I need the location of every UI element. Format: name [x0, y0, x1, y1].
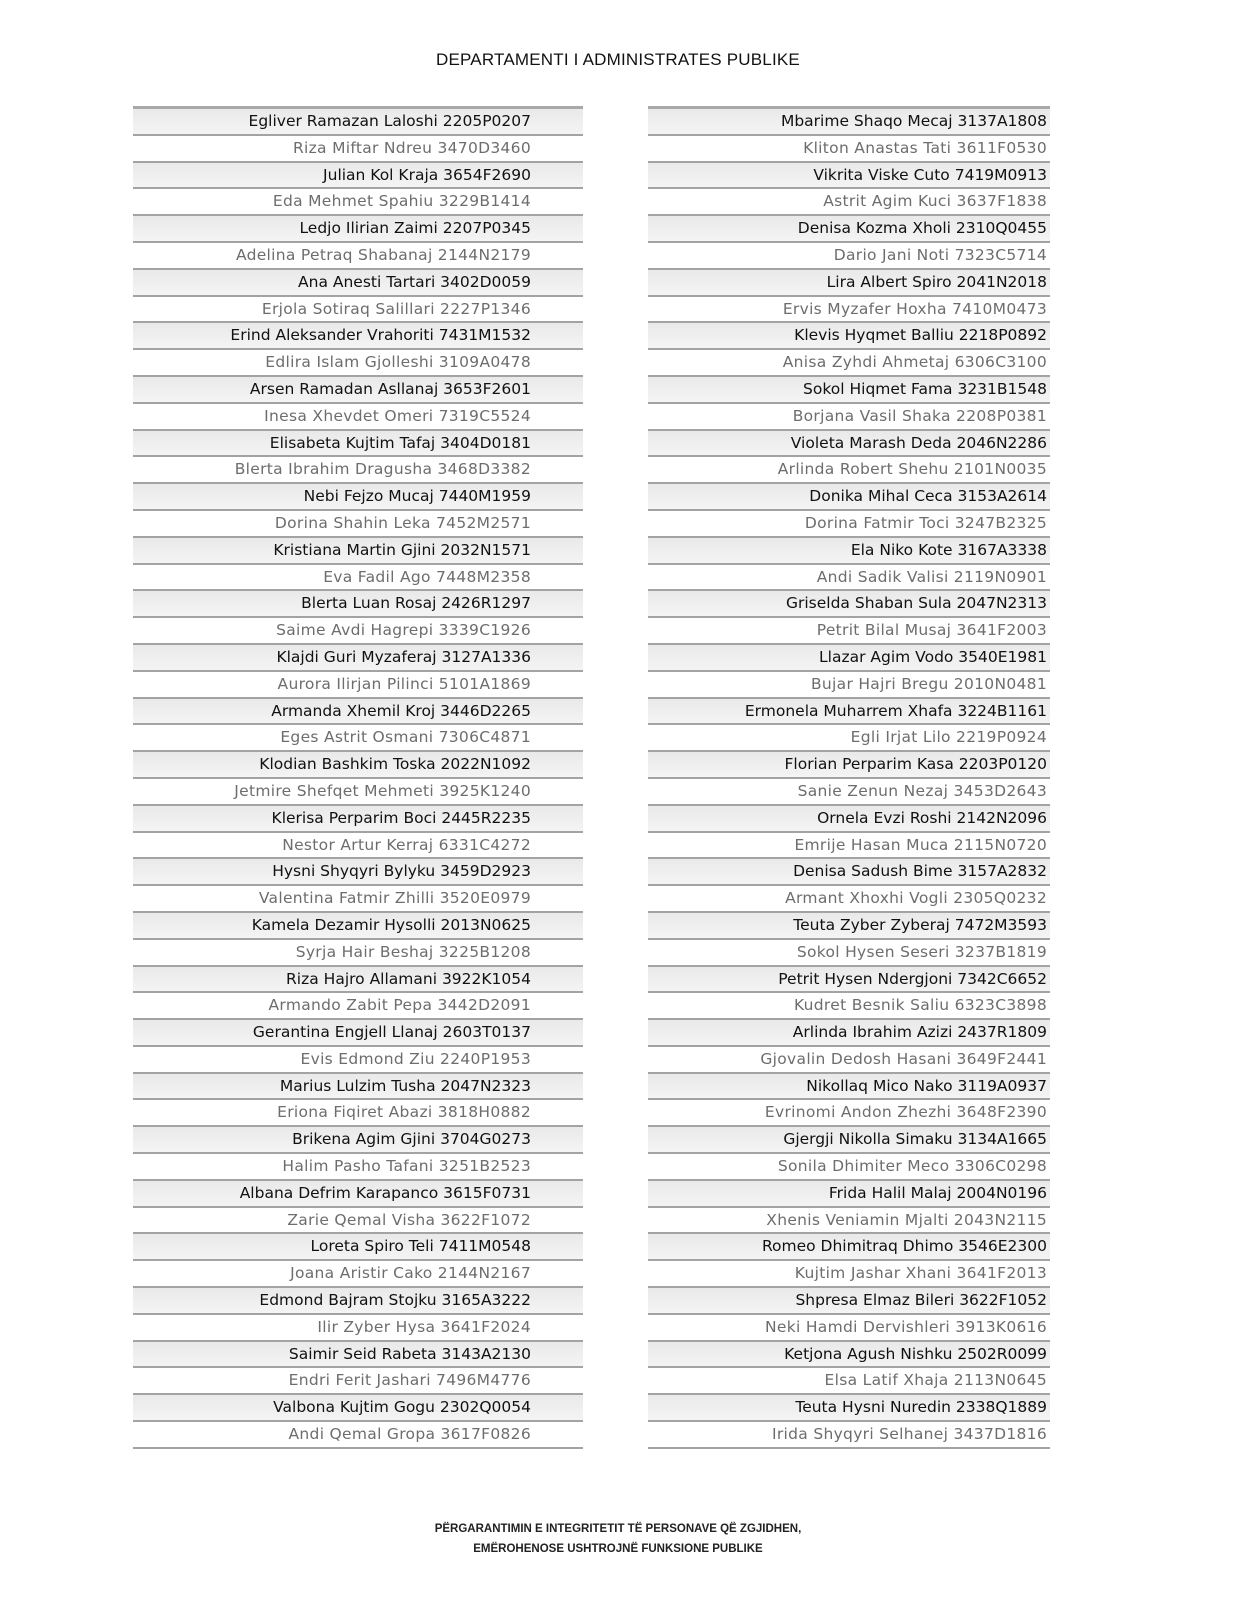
list-item: Inesa Xhevdet Omeri 7319C5524	[133, 404, 583, 431]
list-item: Riza Miftar Ndreu 3470D3460	[133, 136, 583, 163]
list-item: Bujar Hajri Bregu 2010N0481	[648, 672, 1050, 699]
list-item: Endri Ferit Jashari 7496M4776	[133, 1368, 583, 1395]
list-item: Hysni Shyqyri Bylyku 3459D2923	[133, 859, 583, 886]
list-item: Syrja Hair Beshaj 3225B1208	[133, 940, 583, 967]
right-name-list	[648, 106, 1050, 1449]
page-title: DEPARTAMENTI I ADMINISTRATES PUBLIKE	[436, 50, 800, 69]
list-item: Nestor Artur Kerraj 6331C4272	[133, 833, 583, 860]
list-item: Emrije Hasan Muca 2115N0720	[648, 833, 1050, 860]
list-item: Klerisa Perparim Boci 2445R2235	[133, 806, 583, 833]
list-item: Violeta Marash Deda 2046N2286	[648, 431, 1050, 458]
list-item: Eriona Fiqiret Abazi 3818H0882	[133, 1100, 583, 1127]
list-item: Ervis Myzafer Hoxha 7410M0473	[648, 297, 1050, 324]
list-item: Armanda Xhemil Kroj 3446D2265	[133, 699, 583, 726]
list-item: Elsa Latif Xhaja 2113N0645	[648, 1368, 1050, 1395]
list-item: Teuta Zyber Zyberaj 7472M3593	[648, 913, 1050, 940]
list-item: Arlinda Robert Shehu 2101N0035	[648, 457, 1050, 484]
list-item: Dario Jani Noti 7323C5714	[648, 243, 1050, 270]
list-item: Klevis Hyqmet Balliu 2218P0892	[648, 323, 1050, 350]
list-item: Sonila Dhimiter Meco 3306C0298	[648, 1154, 1050, 1181]
list-item: Borjana Vasil Shaka 2208P0381	[648, 404, 1050, 431]
list-item: Ela Niko Kote 3167A3338	[648, 538, 1050, 565]
list-item: Armant Xhoxhi Vogli 2305Q0232	[648, 886, 1050, 913]
footer	[0, 1519, 1236, 1559]
list-item: Andi Qemal Gropa 3617F0826	[133, 1422, 583, 1449]
list-item: Ermonela Muharrem Xhafa 3224B1161	[648, 699, 1050, 726]
list-item: Mbarime Shaqo Mecaj 3137A1808	[648, 109, 1050, 136]
list-item: Arlinda Ibrahim Azizi 2437R1809	[648, 1020, 1050, 1047]
list-item: Gerantina Engjell Llanaj 2603T0137	[133, 1020, 583, 1047]
list-item: Valbona Kujtim Gogu 2302Q0054	[133, 1395, 583, 1422]
list-item: Valentina Fatmir Zhilli 3520E0979	[133, 886, 583, 913]
list-item: Sanie Zenun Nezaj 3453D2643	[648, 779, 1050, 806]
list-item: Griselda Shaban Sula 2047N2313	[648, 591, 1050, 618]
list-item: Sokol Hysen Seseri 3237B1819	[648, 940, 1050, 967]
list-item: Ilir Zyber Hysa 3641F2024	[133, 1315, 583, 1342]
list-item: Erjola Sotiraq Salillari 2227P1346	[133, 297, 583, 324]
list-item: Loreta Spiro Teli 7411M0548	[133, 1234, 583, 1261]
list-item: Kudret Besnik Saliu 6323C3898	[648, 993, 1050, 1020]
list-item: Denisa Kozma Xholi 2310Q0455	[648, 216, 1050, 243]
list-item: Erind Aleksander Vrahoriti 7431M1532	[133, 323, 583, 350]
footer-line-2: EMËROHENOSE USHTROJNË FUNKSIONE PUBLIKE	[473, 1543, 763, 1555]
list-item: Saime Avdi Hagrepi 3339C1926	[133, 618, 583, 645]
list-item: Sokol Hiqmet Fama 3231B1548	[648, 377, 1050, 404]
list-item: Gjovalin Dedosh Hasani 3649F2441	[648, 1047, 1050, 1074]
list-item: Kamela Dezamir Hysolli 2013N0625	[133, 913, 583, 940]
list-item: Ana Anesti Tartari 3402D0059	[133, 270, 583, 297]
list-item: Kujtim Jashar Xhani 3641F2013	[648, 1261, 1050, 1288]
list-item: Egli Irjat Lilo 2219P0924	[648, 725, 1050, 752]
list-item: Eva Fadil Ago 7448M2358	[133, 565, 583, 592]
list-item: Eda Mehmet Spahiu 3229B1414	[133, 189, 583, 216]
list-item: Petrit Bilal Musaj 3641F2003	[648, 618, 1050, 645]
footer-line-1: PËRGARANTIMIN E INTEGRITETIT TË PERSONAVE QË ZGJIDHEN,	[434, 1523, 802, 1535]
list-item: Joana Aristir Cako 2144N2167	[133, 1261, 583, 1288]
list-item: Denisa Sadush Bime 3157A2832	[648, 859, 1050, 886]
left-name-list	[133, 106, 583, 1449]
list-item: Frida Halil Malaj 2004N0196	[648, 1181, 1050, 1208]
list-item: Nikollaq Mico Nako 3119A0937	[648, 1074, 1050, 1101]
list-item: Shpresa Elmaz Bileri 3622F1052	[648, 1288, 1050, 1315]
list-item: Albana Defrim Karapanco 3615F0731	[133, 1181, 583, 1208]
list-item: Armando Zabit Pepa 3442D2091	[133, 993, 583, 1020]
list-item: Nebi Fejzo Mucaj 7440M1959	[133, 484, 583, 511]
list-item: Florian Perparim Kasa 2203P0120	[648, 752, 1050, 779]
list-item: Dorina Fatmir Toci 3247B2325	[648, 511, 1050, 538]
list-item: Kristiana Martin Gjini 2032N1571	[133, 538, 583, 565]
list-item: Eges Astrit Osmani 7306C4871	[133, 725, 583, 752]
list-item: Elisabeta Kujtim Tafaj 3404D0181	[133, 431, 583, 458]
list-item: Ketjona Agush Nishku 2502R0099	[648, 1342, 1050, 1369]
list-item: Ledjo Ilirian Zaimi 2207P0345	[133, 216, 583, 243]
list-item: Kliton Anastas Tati 3611F0530	[648, 136, 1050, 163]
list-item: Edmond Bajram Stojku 3165A3222	[133, 1288, 583, 1315]
list-item: Saimir Seid Rabeta 3143A2130	[133, 1342, 583, 1369]
list-item: Adelina Petraq Shabanaj 2144N2179	[133, 243, 583, 270]
list-item: Donika Mihal Ceca 3153A2614	[648, 484, 1050, 511]
list-item: Dorina Shahin Leka 7452M2571	[133, 511, 583, 538]
list-item: Romeo Dhimitraq Dhimo 3546E2300	[648, 1234, 1050, 1261]
list-item: Teuta Hysni Nuredin 2338Q1889	[648, 1395, 1050, 1422]
list-item: Jetmire Shefqet Mehmeti 3925K1240	[133, 779, 583, 806]
list-item: Julian Kol Kraja 3654F2690	[133, 163, 583, 190]
list-item: Anisa Zyhdi Ahmetaj 6306C3100	[648, 350, 1050, 377]
list-item: Klajdi Guri Myzaferaj 3127A1336	[133, 645, 583, 672]
list-item: Aurora Ilirjan Pilinci 5101A1869	[133, 672, 583, 699]
list-item: Zarie Qemal Visha 3622F1072	[133, 1208, 583, 1235]
list-item: Blerta Ibrahim Dragusha 3468D3382	[133, 457, 583, 484]
list-item: Edlira Islam Gjolleshi 3109A0478	[133, 350, 583, 377]
list-item: Evrinomi Andon Zhezhi 3648F2390	[648, 1100, 1050, 1127]
list-item: Neki Hamdi Dervishleri 3913K0616	[648, 1315, 1050, 1342]
list-item: Marius Lulzim Tusha 2047N2323	[133, 1074, 583, 1101]
list-item: Vikrita Viske Cuto 7419M0913	[648, 163, 1050, 190]
list-item: Andi Sadik Valisi 2119N0901	[648, 565, 1050, 592]
list-item: Ornela Evzi Roshi 2142N2096	[648, 806, 1050, 833]
list-item: Xhenis Veniamin Mjalti 2043N2115	[648, 1208, 1050, 1235]
list-item: Llazar Agim Vodo 3540E1981	[648, 645, 1050, 672]
list-item: Astrit Agim Kuci 3637F1838	[648, 189, 1050, 216]
list-item: Klodian Bashkim Toska 2022N1092	[133, 752, 583, 779]
list-item: Lira Albert Spiro 2041N2018	[648, 270, 1050, 297]
list-item: Egliver Ramazan Laloshi 2205P0207	[133, 109, 583, 136]
list-item: Blerta Luan Rosaj 2426R1297	[133, 591, 583, 618]
list-item: Gjergji Nikolla Simaku 3134A1665	[648, 1127, 1050, 1154]
list-item: Petrit Hysen Ndergjoni 7342C6652	[648, 967, 1050, 994]
list-item: Arsen Ramadan Asllanaj 3653F2601	[133, 377, 583, 404]
list-item: Riza Hajro Allamani 3922K1054	[133, 967, 583, 994]
list-item: Evis Edmond Ziu 2240P1953	[133, 1047, 583, 1074]
list-item: Brikena Agim Gjini 3704G0273	[133, 1127, 583, 1154]
list-item: Halim Pasho Tafani 3251B2523	[133, 1154, 583, 1181]
list-item: Irida Shyqyri Selhanej 3437D1816	[648, 1422, 1050, 1449]
